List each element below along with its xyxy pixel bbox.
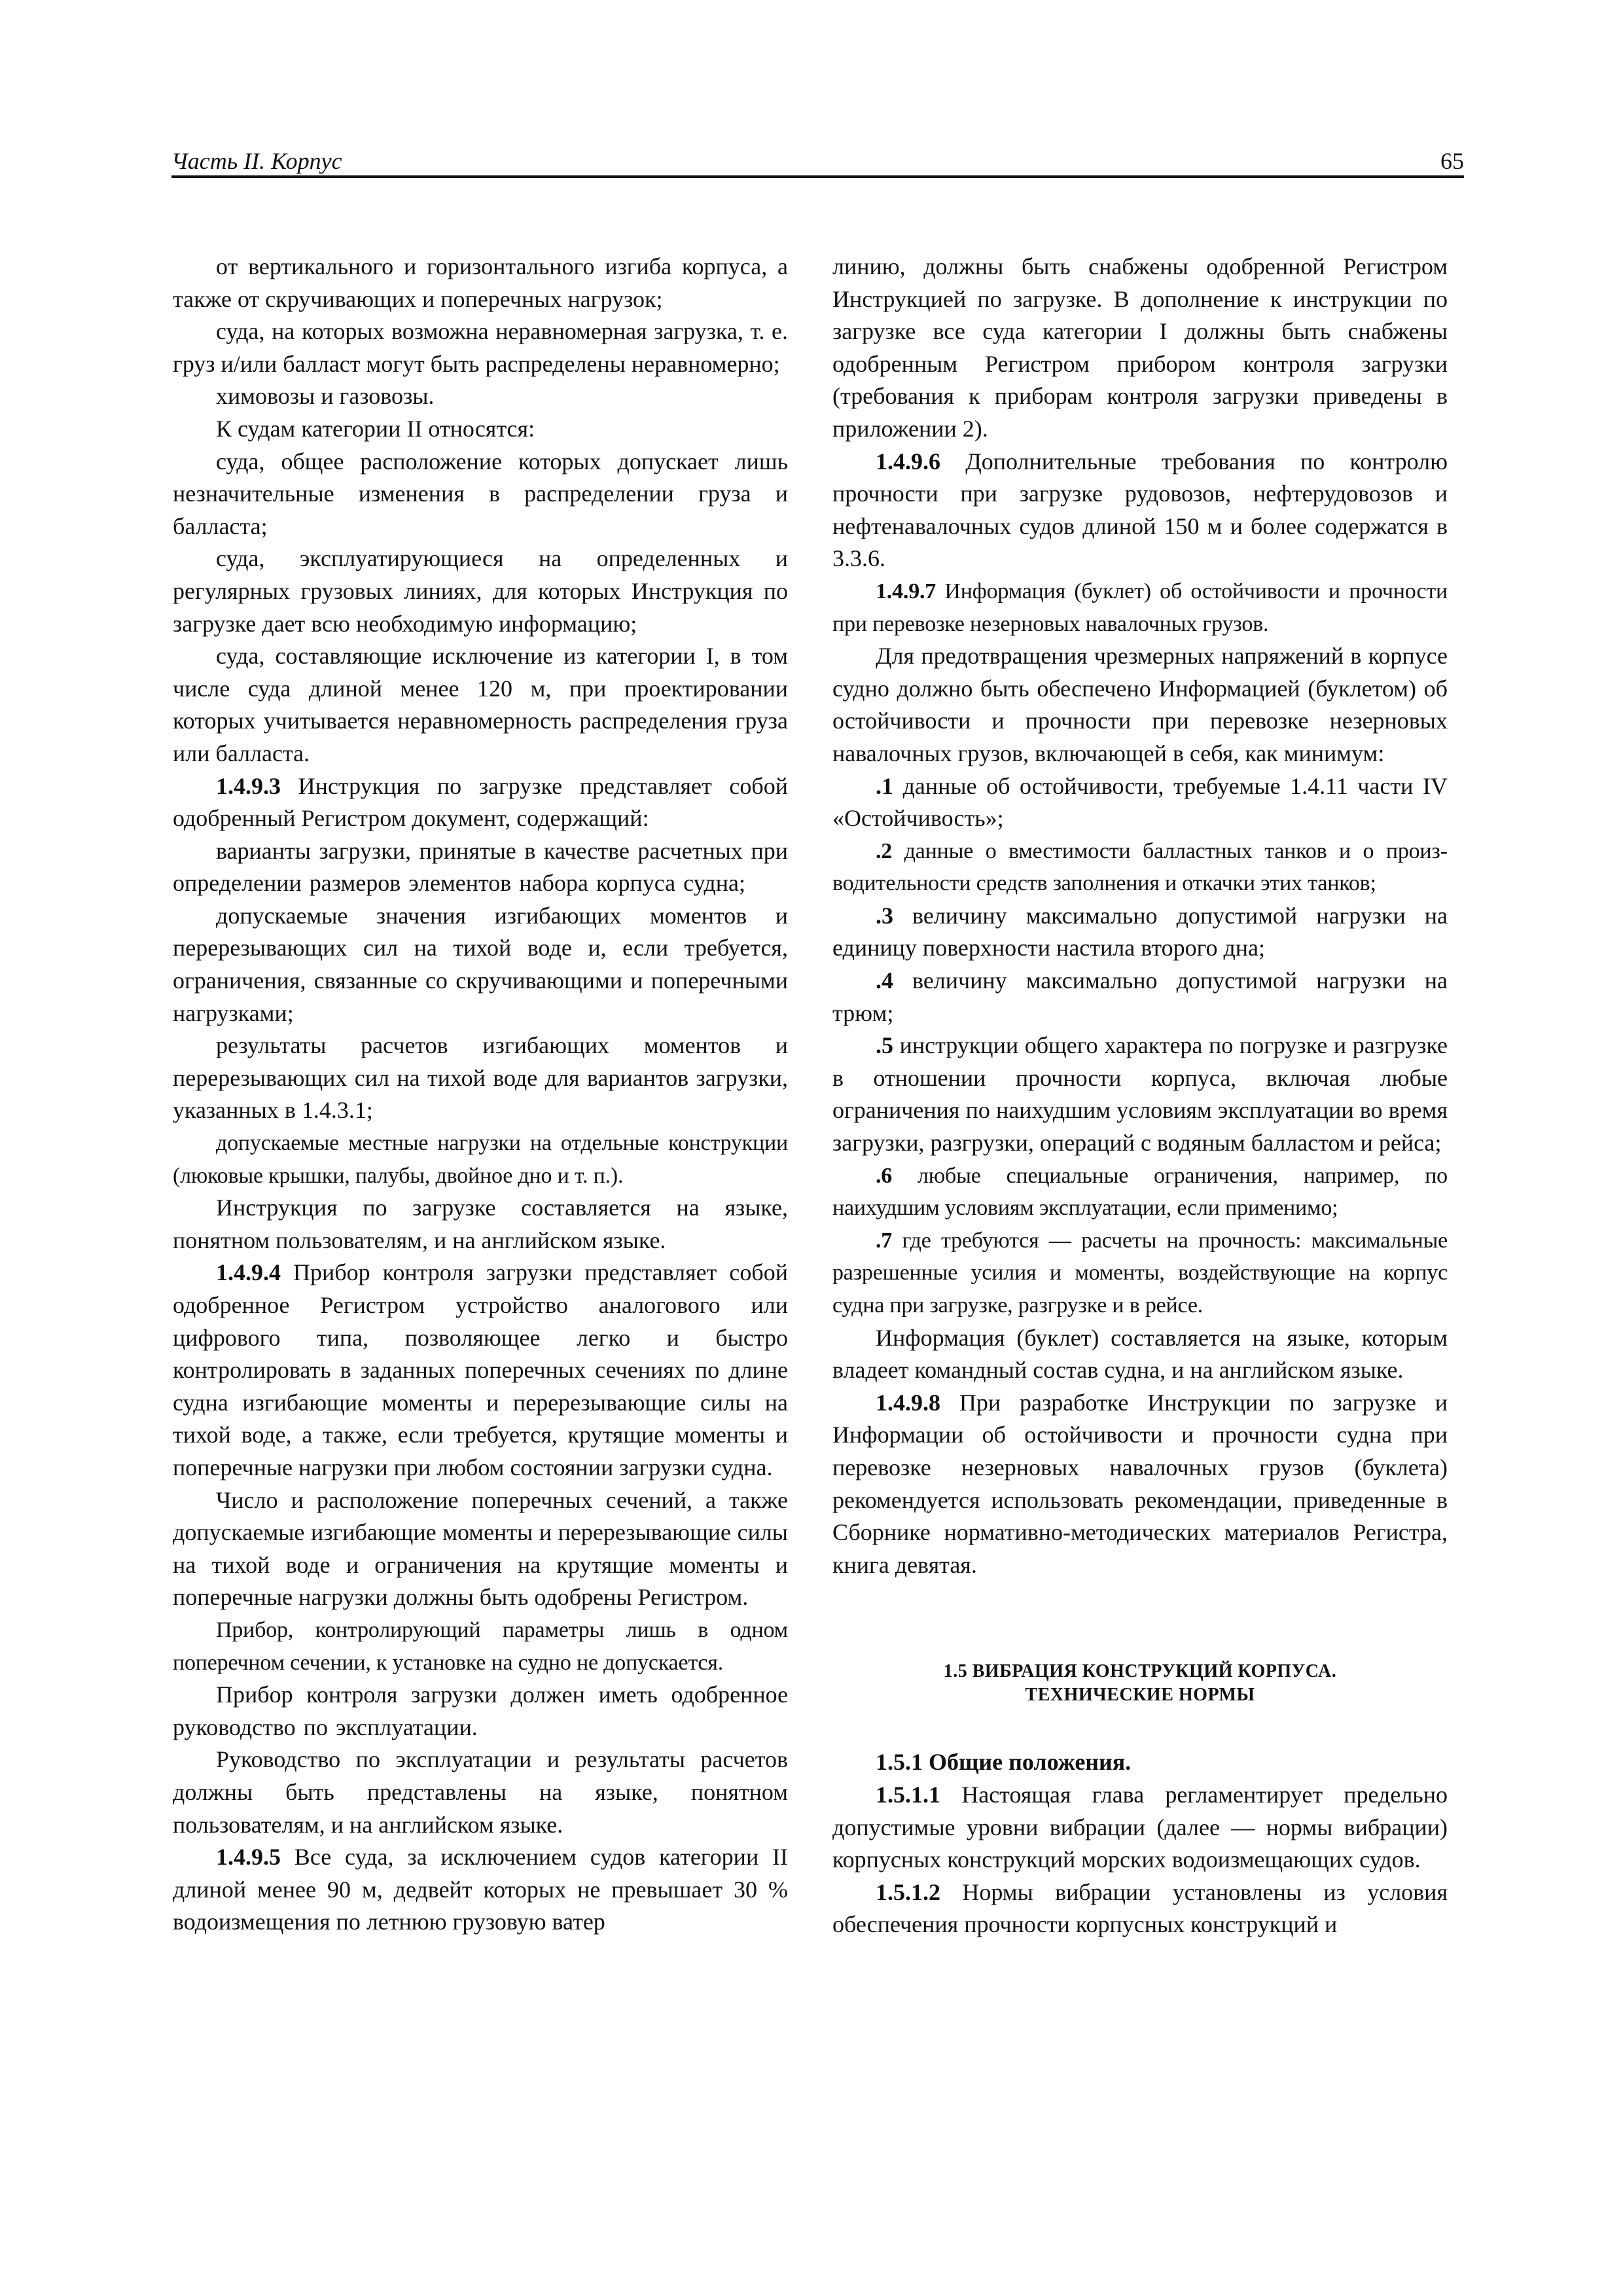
list-item: .5 инструкции общего характера по погрузке и разгрузке в отношении прочности корпуса, включая любые ограничения по наихудшим условиям эксплуатации во время загрузки, разгрузки, операций с водяным балластом и рейса; [832, 1032, 1448, 1157]
list-number: .2 [876, 838, 893, 863]
paragraph-1-5-1-2: 1.5.1.2 Нормы вибрации установлены из условия обеспечения прочности корпусных конструкций и [832, 1878, 1448, 1938]
list-number: .7 [876, 1228, 893, 1253]
list-number: .5 [876, 1032, 893, 1059]
paragraph: суда, составляющие исключение из категории I, в том числе суда длиной менее 120 м, при проектировании которых учитывается неравномерность распределения груза или балласта. [173, 643, 788, 766]
list-number: .4 [876, 967, 893, 994]
section-heading: 1.5 ВИБРАЦИЯ КОНСТРУКЦИЙ КОРПУСА. ТЕХНИЧЕСКИЕ НОРМЫ [943, 1661, 1337, 1706]
paragraph-1-4-9-8: 1.4.9.8 При разработке Инструкции по загрузке и Информации об остойчивости и прочности судна при перевозке незерновых навалочных грузов (буклета) рекомендуется использовать рекомендации, приведенные в Сборнике нормативно-методических материалов Регистра, книга девятая. [832, 1389, 1448, 1578]
paragraph: Информация (буклет) составляется на языке, которым владеет командный состав судна, и на английском языке. [832, 1324, 1448, 1384]
paragraph: химовозы и газовозы. [216, 383, 435, 410]
paragraph: суда, общее расположение которых допускает лишь незначительные изменения в распределении груза и балласта; [173, 448, 788, 539]
subsection-title: 1.5.1 Общие положения. [876, 1749, 1132, 1776]
list-item: .1 данные об остойчивости, требуемые 1.4.11 части IV «Остойчивость»; [832, 772, 1448, 832]
clause-number: 1.4.9.6 [876, 448, 940, 475]
paragraph-1-4-9-5: 1.4.9.5 Все суда, за исключением судов категории II длиной менее 90 м, дедвейт которых не превышает 30 % водоизмещения по летнюю грузовую ватер [173, 1844, 788, 1935]
clause-number: 1.4.9.5 [216, 1844, 281, 1871]
paragraph: допускаемые местные нагрузки на отдельные конструкции (люковые крышки, палубы, двойное дно и т. п.). [173, 1131, 788, 1188]
paragraph: Число и расположение поперечных сечений, а также допускаемые изгибающие моменты и перерезывающие силы на тихой воде и ограничения на крутящие моменты и поперечные нагрузки должны быть одобрены Регистром. [173, 1486, 788, 1611]
paragraph-1-4-9-3: 1.4.9.3 Инструкция по загрузке представляет собой одобренный Регистром документ, содержащий: [173, 772, 788, 832]
clause-number: 1.4.9.7 [876, 579, 936, 603]
paragraph-1-4-9-7: 1.4.9.7 Информация (буклет) об остойчивости и прочности при перевозке незерновых навалочных грузов. [832, 579, 1448, 636]
header-rule [171, 175, 1464, 178]
clause-number: 1.4.9.4 [216, 1259, 281, 1286]
right-column [832, 251, 1448, 1941]
list-item: .3 величину максимально допустимой нагрузки на единицу поверхности настила второго дна; [832, 902, 1448, 961]
paragraph: Для предотвращения чрезмерных напряжений в корпусе судно должно быть обеспечено Информацией (буклетом) об остойчивости и прочности при перевозке незерновых навалочных грузов, включающей в себя, как минимум: [832, 643, 1448, 766]
paragraph: суда, эксплуатирующиеся на определенных и регулярных грузовых линиях, для которых Инструкция по загрузке дает всю необходимую информацию; [173, 545, 788, 637]
paragraph: варианты загрузки, принятые в качестве расчетных при определении размеров элементов набора корпуса судна; [173, 837, 788, 897]
paragraph: линию, должны быть снабжены одобренной Регистром Инструкцией по загрузке. В дополнение к инструкции по загрузке все суда категории I должны быть снабжены одобренным Регистром прибором контроля загрузки (требования к приборам контроля загрузки приведены в приложении 2). [832, 253, 1448, 442]
list-number: .6 [876, 1163, 893, 1188]
list-item: .4 величину максимально допустимой нагрузки на трюм; [832, 967, 1448, 1026]
paragraph: суда, на которых возможна неравномерная загрузка, т. е. груз и/или балласт могут быть распределены неравномерно; [173, 318, 788, 377]
list-number: .3 [876, 902, 893, 929]
list-item: .2 данные о вместимости балластных танков и о производительности средств заполнения и откачки этих танков; [832, 838, 1448, 896]
paragraph: допускаемые значения изгибающих моментов и перерезывающих сил на тихой воде и, если требуется, ограничения, связанные со скручивающими и поперечными нагрузками; [173, 902, 788, 1026]
paragraph: от вертикального и горизонтального изгиба корпуса, а также от скручивающих и поперечных нагрузок; [173, 253, 788, 312]
list-number: .1 [876, 772, 893, 799]
list-item: .6 любые специальные ограничения, например, по наихудшим условиям эксплуатации, если применимо; [832, 1163, 1448, 1221]
page-number: 65 [1440, 148, 1464, 174]
paragraph-1-4-9-4: 1.4.9.4 Прибор контроля загрузки представляет собой одобренное Регистром устройство аналогового или цифрового типа, позволяющее легко и быстро контролировать в заданных поперечных сечениях по длине судна изгибающие моменты и перерезывающие силы на тихой воде, а также, если требуется, крутящие моменты и поперечные нагрузки при любом состоянии загрузки судна. [173, 1259, 788, 1480]
clause-number: 1.4.9.8 [876, 1389, 940, 1416]
paragraph: Инструкция по загрузке составляется на языке, понятном пользователям, и на английском языке. [173, 1194, 788, 1253]
paragraph: результаты расчетов изгибающих моментов и перерезывающих сил на тихой воде для вариантов загрузки, указанных в 1.4.3.1; [173, 1032, 788, 1124]
paragraph-1-5-1-1: 1.5.1.1 Настоящая глава регламентирует предельно допустимые уровни вибрации (далее — нормы вибрации) корпусных конструкций морских водоизмещающих судов. [832, 1781, 1448, 1873]
clause-number: 1.5.1.1 [876, 1781, 940, 1808]
left-column [173, 251, 788, 1939]
paragraph: К судам категории II относятся: [216, 415, 535, 442]
list-item: .7 где требуются — расчеты на прочность: максимальные разрешенные усилия и моменты, воздействующие на корпус судна при загрузке, разгрузке и в рейсе. [832, 1228, 1448, 1318]
clause-number: 1.4.9.3 [216, 772, 281, 799]
paragraph: Прибор контроля загрузки должен иметь одобренное руководство по эксплуатации. [173, 1681, 788, 1740]
paragraph-1-4-9-6: 1.4.9.6 Дополнительные требования по контролю прочности при загрузке рудовозов, нефтерудовозов и нефтенавалочных судов длиной 150 м и более содержатся в 3.3.6. [832, 448, 1448, 572]
part-title: Часть II. Корпус [171, 148, 342, 174]
clause-number: 1.5.1.2 [876, 1878, 940, 1905]
paragraph: Руководство по эксплуатации и результаты расчетов должны быть представлены на языке, понятном пользователям, и на английском языке. [173, 1746, 788, 1838]
paragraph: Прибор, контролирующий параметры лишь в одном поперечном сечении, к установке на судно не допускается. [173, 1617, 788, 1675]
